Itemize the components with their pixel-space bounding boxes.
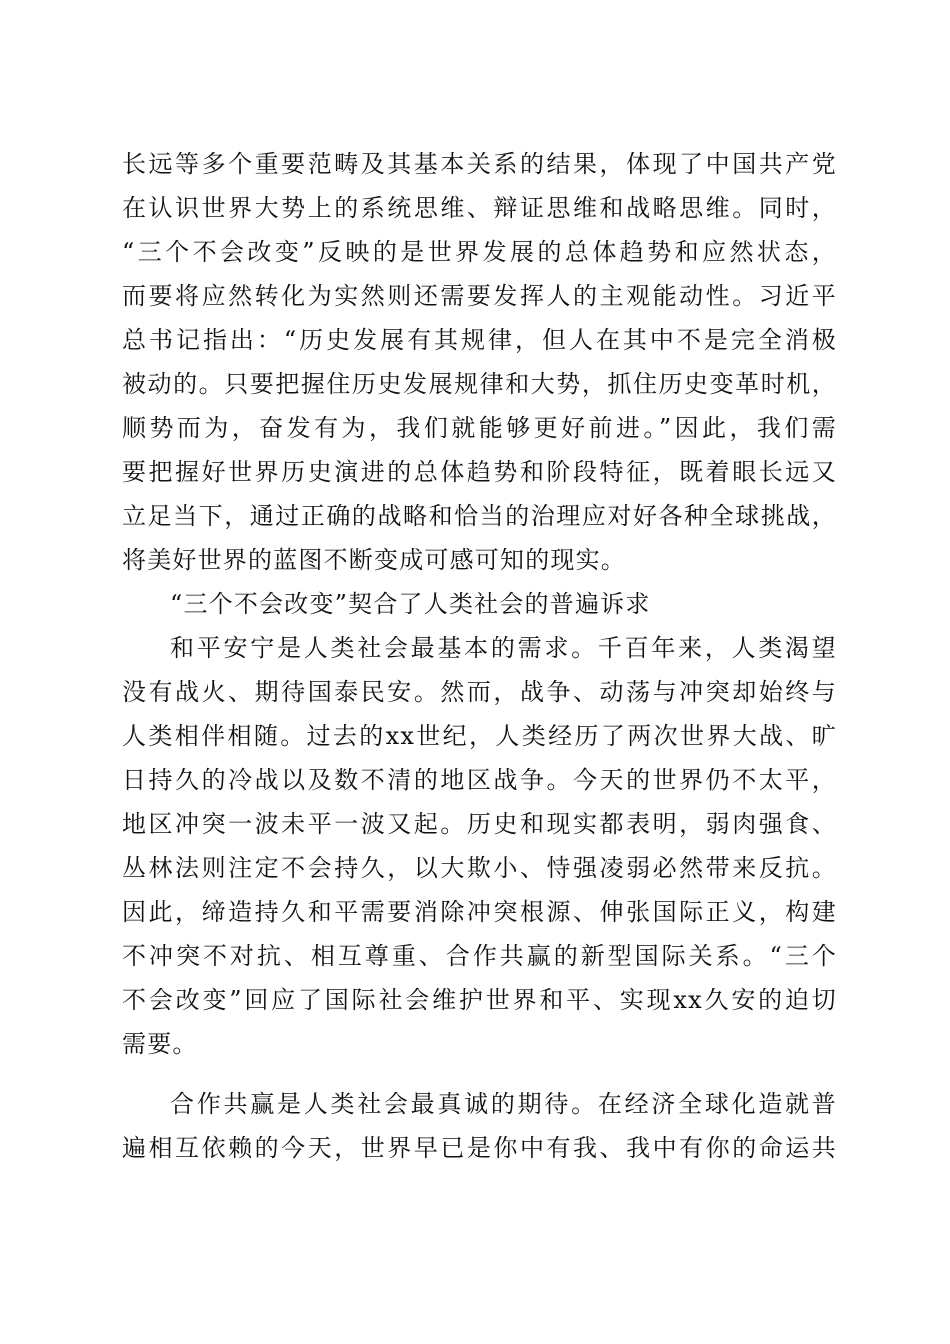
- text-line: 将美好世界的蓝图不断变成可感可知的现实。: [122, 546, 626, 574]
- document-body: [122, 142, 837, 1170]
- text-line: 被动的。只要把握住历史发展规律和大势，抓住历史变革时机，: [122, 370, 837, 398]
- text-line: 日持久的冷战以及数不清的地区战争。今天的世界仍不太平，: [122, 766, 837, 794]
- text-line: 不冲突不对抗、相互尊重、合作共赢的新型国际关系。“三个: [122, 942, 837, 970]
- text-line: 因此，缔造持久和平需要消除冲突根源、伸张国际正义，构建: [122, 898, 837, 926]
- text-line: 总书记指出：“历史发展有其规律，但人在其中不是完全消极: [122, 326, 837, 354]
- paragraph-2: [122, 626, 837, 1066]
- text-line: 长远等多个重要范畴及其基本关系的结果，体现了中国共产党: [122, 150, 837, 178]
- text-line: 地区冲突一波未平一波又起。历史和现实都表明，弱肉强食、: [122, 810, 837, 838]
- text-line: 立足当下，通过正确的战略和恰当的治理应对好各种全球挑战，: [122, 502, 837, 530]
- paragraph-1: [122, 142, 837, 582]
- text-line: 人类相伴相随。过去的xx世纪，人类经历了两次世界大战、旷: [122, 722, 837, 750]
- text-line: 顺势而为，奋发有为，我们就能够更好前进。”因此，我们需: [122, 414, 837, 442]
- text-line: 在认识世界大势上的系统思维、辩证思维和战略思维。同时，: [122, 194, 837, 222]
- text-line: 没有战火、期待国泰民安。然而，战争、动荡与冲突却始终与: [122, 678, 837, 706]
- text-line: “三个不会改变”反映的是世界发展的总体趋势和应然状态，: [122, 238, 837, 266]
- text-line: 遍相互依赖的今天，世界早已是你中有我、我中有你的命运共: [122, 1134, 837, 1162]
- section-heading: [122, 582, 837, 626]
- text-line: 和平安宁是人类社会最基本的需求。千百年来，人类渴望: [170, 634, 837, 662]
- text-line: 丛林法则注定不会持久，以大欺小、恃强凌弱必然带来反抗。: [122, 854, 837, 882]
- text-line: 而要将应然转化为实然则还需要发挥人的主观能动性。习近平: [122, 282, 837, 310]
- text-line: 合作共赢是人类社会最真诚的期待。在经济全球化造就普: [170, 1090, 837, 1118]
- text-line: 需要。: [122, 1030, 198, 1058]
- heading-text: “三个不会改变”契合了人类社会的普遍诉求: [170, 590, 651, 618]
- paragraph-3: [122, 1082, 837, 1170]
- text-line: 不会改变”回应了国际社会维护世界和平、实现xx久安的迫切: [122, 986, 837, 1014]
- text-line: 要把握好世界历史演进的总体趋势和阶段特征，既着眼长远又: [122, 458, 837, 486]
